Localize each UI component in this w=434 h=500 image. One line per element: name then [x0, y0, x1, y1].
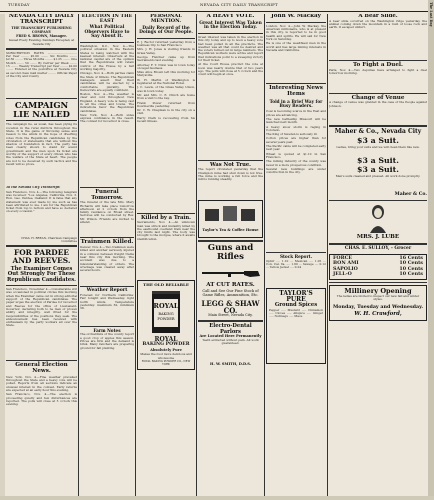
- funeral-body: The funeral of the late Mrs. Mary Richards will take place tomorrow afternoon at 2 o'clock from the family residence on Broad street. Services will be conducted by Rev. Mr. Wilson. Friends are invited to attend.: [80, 201, 134, 225]
- interesting-news-body: Coal is becoming scarce in the East and prices are advancing. The new battleship Missouri will be launched next month. A heavy snow storm is raging in Colorado. The King of Sweden is seriously ill. Cotton prices are higher than for several years past. The Pacific cable will be completed early next year. Wheat is quoted at $1.10 in San Francisco. The mining industry of the county was never in a more prosperous condition. Several new buildings are under construction in the city.: [266, 110, 326, 175]
- ad-guns-rifles: Guns and Rifles: [207, 243, 254, 263]
- millinery-body: The ladies are invited to inspect our new fall and winter styles.: [336, 294, 420, 302]
- millinery-title: Millinery Opening: [344, 286, 412, 295]
- trainmen-body: Denver, Nov. 4.—Two trainmen were killed and another seriously injured in a collision between freight trains near this city this morning. The accident was due to a misunderstanding of orders. The wreckage was cleared away after several hours.: [80, 246, 134, 273]
- divider: [198, 160, 263, 161]
- taylor-spices: Ground Spices: [274, 302, 318, 309]
- grocery-item-name: FORCE: [333, 254, 353, 261]
- grocery-item-price: 10 Cents: [399, 271, 423, 278]
- masthead: NEVADA CITY DAILY TRANSCRIPT: [8, 14, 75, 25]
- headline-not-true: Was Not True.: [210, 161, 251, 168]
- divider: [198, 320, 263, 322]
- millinery-days: Monday, Tuesday and Wednesday.: [332, 303, 424, 310]
- subhead-brief-way: Told in a Brief Way for Busy Readers.: [269, 98, 323, 108]
- duel-body: Paris, Nov. 4.—Two deputies have arranged to fight a duel tomorrow morning.: [329, 68, 427, 75]
- divider: [6, 285, 77, 286]
- taylor-spices-ad: [266, 288, 326, 364]
- headline-farm-notes: Farm Notes: [93, 327, 121, 333]
- ad-legg-shaw: LEGG & SHAW CO.: [201, 298, 260, 316]
- ad-dental-title: Electro-Dental Parlors: [209, 323, 252, 335]
- subscription-rates-text: SUBSCRIPTION RATES ................................ Per Year ........ $5.00 ........ Six Months ........ $2.50 ........ Three Months ........ $1.25 ........ One Month ........ 50 ........ By Carrier per Week ........ 15 ........ Weekly Transcript per Year ........ $2.00 ........ Entered at the postoffice at Nevada City as second class mail matter ........ Official Paper of the City and County: [6, 51, 77, 78]
- headline-heavy-vote: A HEAVY VOTE.: [206, 14, 255, 19]
- ad-baking-powder: BAKING POWDER: [142, 342, 190, 348]
- masthead-publisher: THE TRANSCRIPT PUBLISHING COMPANY: [11, 25, 72, 34]
- heavy-vote-body: Great interest was taken in the election in this city today and up to noon a heavy vote had been polled in all the precincts. The weather was all that could be desired and the voters turned out in large numbers. The Republican workers were active and report that indications point to a sweeping victory for their ticket. At the Court House precinct the vote at noon was nearly double that of two years ago. The polls will close at 5 o'clock and the count will begin at once.: [198, 35, 263, 77]
- ad-cut-rates: AT CUT RATES.: [206, 282, 255, 289]
- headline-change-venue: Change of Venue: [351, 94, 405, 101]
- maher-body: Ladies, bring your suits and we will clean them like new.: [336, 145, 420, 149]
- headline-election-east: ELECTION IN THE EAST: [81, 14, 133, 25]
- pardee-body: San Francisco, November 4.—Considerable stir was occasioned in political circles this morning when the Examiner came out in strong editorial support of the Republican candidates. The paper urges the election of Pardee for Governor and Reeves for the office of Lieutenant-Governor, declaring both to be men of proven ability and integrity, well fitted for the responsibilities of the positions they seek. The announcement has been received with enthusiasm by the party workers all over the State.: [6, 288, 77, 328]
- price-3: $3 a Suit.: [357, 165, 399, 175]
- divider: [6, 245, 77, 247]
- taylor-ad-box: [198, 200, 263, 238]
- divider: [266, 252, 326, 253]
- headline-pardee-reeves: FOR PARDEE AND REEVES.: [12, 248, 71, 265]
- divider: [329, 60, 427, 61]
- ad-makes: Makes the food more delicious and wholesome: [140, 353, 192, 360]
- column-rule: [78, 14, 79, 496]
- headline-killed-train: Killed by a Train.: [141, 214, 191, 221]
- mackay-body: London, Nov. 4.—John W. Mackay, the American millionaire, who is at present in this city, is reported to be in good health and spirits. He will sail for New York on Saturday. He is one of the wealthiest men in the world and has large mining interests in Nevada and California.: [266, 24, 326, 52]
- election-east-body: Washington, D.C., Nov. 4.—The political situation in the Eastern States is being watched with the keenest interest. Observers at the national capital are of the opinion that the Republicans will retain control of the House by a fair working majority. Chicago, Nov. 4.—Both parties claim the State of Illinois. The Republican managers assert that their candidates will be elected by a comfortable plurality. The Democrats are equally confident. Boston, Nov. 4.—The weather is clear and cold throughout New England. A heavy vote is being cast in all the cities and towns. The indications favor the Republican candidates. New York, Nov. 4.—Both sides express confidence in the result. The contest for Governor is close.: [80, 44, 134, 124]
- divider: [6, 98, 77, 99]
- divider: [329, 243, 427, 245]
- grocery-item-price: 16 Cents: [399, 254, 423, 261]
- ad-legg-address: Main Street, Nevada City.: [208, 313, 253, 318]
- svg-text:BAKING: BAKING: [158, 312, 174, 317]
- divider: [80, 286, 134, 287]
- headline-personal-mention: PERSONAL MENTION.: [150, 14, 182, 25]
- taylor-pure: TAYLOR'S PURE: [279, 289, 313, 304]
- headline-mackay: John W. Mackay: [271, 14, 321, 19]
- stock-report-title: Stock Report.: [279, 254, 313, 260]
- grocery-item-price: 10 Cents: [399, 265, 423, 272]
- millinery-name: W. H. Crawford,: [354, 310, 402, 317]
- column-3: [137, 14, 195, 496]
- divider: [6, 48, 77, 50]
- weather-body: Forecast for Northern California: Fair tonight and Wednesday; light north winds. Temperature yesterday: maximum 62, minimum 38.: [80, 293, 134, 311]
- headline-interesting-news: Interesting News Items: [269, 84, 323, 97]
- price-1: $3 a Suit.: [357, 135, 399, 145]
- royal-baking-powder-ad: [137, 280, 195, 369]
- grocery-item-name: SAPOLIO: [333, 265, 358, 272]
- subhead-examiner: The Examiner Comes Out Strongly For These Republican Candidates.: [7, 265, 76, 283]
- headline-trainmen: Trainmen Killed.: [80, 239, 134, 246]
- grocery-item-price: 10 Cents: [399, 260, 423, 267]
- column-1: [6, 14, 77, 496]
- headline-weather: Weather Report: [86, 288, 128, 294]
- farm-notes-body: The orchardists of the county report a good crop of apples this season. Prices are firm and the demand is brisk. Many ranchers are preparing ground for fall planting.: [80, 333, 134, 350]
- divider: [329, 282, 427, 283]
- maher-body-2: Men's suits cleaned and pressed. All work done promptly.: [335, 175, 421, 179]
- header-rule: [0, 11, 434, 12]
- maher-label: Maher & Co.: [394, 192, 427, 198]
- ad-company: ROYAL BAKING POWDER CO., NEW YORK: [141, 359, 191, 367]
- column-rule: [135, 14, 136, 496]
- masthead-manager: FRED S. BROWN, Manager.: [16, 33, 67, 38]
- running-head: NEVADA CITY DAILY TRANSCRIPT: [200, 2, 278, 7]
- svg-text:ROYAL: ROYAL: [153, 302, 179, 311]
- column-rule: [264, 14, 265, 496]
- headline-election-news: General Election News.: [15, 362, 68, 374]
- divider: [137, 213, 195, 214]
- divider: [329, 125, 427, 127]
- ad-old-reliable: THE OLD RELIABLE: [143, 282, 189, 288]
- page-date: TUESDAY: [8, 2, 30, 7]
- divider: [80, 326, 134, 327]
- baking-powder-can-icon: [146, 289, 186, 335]
- signature: CHAS. H. BREAN, Chairman Campaign Committee: [21, 236, 77, 243]
- ad-dental-body: Teeth extracted without pain. All work guaranteed.: [202, 338, 259, 346]
- ad-royal: ROYAL: [154, 336, 178, 344]
- ad-guns-body: Call and See Our Fine Stock of Game Rifles, Ammunition, Etc.: [202, 289, 259, 298]
- column-6: [329, 14, 427, 496]
- column-4: [198, 14, 263, 496]
- divider: [266, 83, 326, 84]
- divider: [198, 240, 263, 242]
- grocery-item: [333, 272, 423, 278]
- column-5: [266, 14, 326, 496]
- divider: [266, 22, 326, 23]
- letter-body: San Francisco, Nov. 4.—The following telegram was received: "Los Angeles, California, Nov. 3. Hon. Geo. Pardee, Oakland: It is false that any statement was ever made by me such as has been attributed to me. I am for the Republican ticket from top to bottom and have so declared on every occasion.": [6, 190, 77, 214]
- not-true-body: The report circulated yesterday that the Champion mine had shut down is not true. The mine is working a full force and the mill is running steadily.: [198, 168, 263, 182]
- divider: [80, 187, 134, 188]
- divider: [6, 120, 77, 121]
- svg-text:POWDER: POWDER: [157, 317, 175, 322]
- divider: [329, 93, 427, 94]
- hat-name: MRS. J. LUBE: [356, 234, 400, 241]
- headline-bear-slide: A Bear Slide.: [358, 14, 398, 19]
- grocery-item-name: BON AMI: [333, 260, 359, 267]
- divider: [329, 200, 427, 201]
- venue-body: A change of venue was granted in the case of the People against Johnson.: [329, 101, 427, 108]
- grocery-item-name: JELL-O: [333, 271, 352, 278]
- millinery-ad: [329, 285, 427, 321]
- subhead-daily-record: Daily Record of the Doings of Our People.: [139, 25, 193, 36]
- masthead-issued: Issued Every Evening, Sundays Excepted, at Nevada City: [8, 37, 75, 46]
- grocery-price-list: [329, 254, 427, 280]
- campaign-lie-body: The campaign lie, as usual, has been plying its vocation in the rural districts throughout the State. It is the game of throwing sense and reason to the winds in the hope of diverting votes from the Republican candidates by the circulation of statements that are without the shadow of foundation in fact. The party has been clearly shown to stand for sound government and the men upon its ticket are worthy of the support of every citizen who has the welfare of the State at heart. The people are not to be deceived by such tactics and the result will so prove.: [6, 123, 77, 166]
- divider: [80, 237, 134, 238]
- election-news-body: New York, Nov. 4.—Fine weather prevailed throughout the State and a heavy vote will be polled. Reports from all sections indicate an unusual interest in the contest. Early returns are expected at an early hour this evening. San Francisco, Nov. 4.—The election is proceeding quietly and few disturbances are reported. The polls will close at 5 o'clock this evening.: [6, 375, 77, 407]
- rifle-icon: [198, 267, 263, 279]
- killed-train-body: Sacramento, Nov. 4.—An unknown man was struck and instantly killed by the eastbound overland train near the city limits last night. The body was brought to the morgue, where it awaits identification.: [137, 221, 195, 241]
- divider: [198, 33, 263, 34]
- page-gutter-left: [0, 14, 5, 496]
- taylor-spices-body: Pepper ..... Mustard ..... Cinnamon ..... Cloves ..... Allspice ..... Ginger ..... Nutmegs ..... Mace: [269, 308, 323, 319]
- headline-fight-duel: To Fight a Duel.: [353, 61, 403, 68]
- sullivan-grocer: CHAS. E. SULLOY, - Grocer: [344, 245, 412, 251]
- divider: [6, 360, 77, 361]
- ad-dental-sub: Are Located Here Permanently: [199, 333, 262, 338]
- ad-absolutely-pure: Absolutely Pure: [150, 347, 182, 352]
- taylor-tea-coffee: Taylor's Tea & Coffee House: [202, 228, 259, 233]
- headline-funeral: Funeral Tomorrow.: [91, 188, 123, 201]
- divider: [80, 42, 134, 43]
- page-gutter-bottom: [0, 496, 434, 500]
- personal-mention-body: E. J. Rector returned yesterday from a business trip to San Francisco. Mrs. J. H. Jones is visiting friends in Grass Valley. George Fletcher came up from Sacramento last evening. Attorney F. T. Nilon was in town today on legal business. Miss Alice Brown left this morning for Marysville. W. H. Martin of Washington is registered at the National Hotel. J. C. Lewis, of the Grass Valley Union, was in town today. Mr. and Mrs. C. E. Clinch are home from a visit to the bay. Frank Power returned from Downieville yesterday. Dr. C. W. Chapman is in the city on a visit. Harry Clark is recovering from his recent illness.: [137, 40, 195, 123]
- bear-slide-body: A bear slide occurred on the Washington ridge yesterday, the animal coming down the mountain in a rush of loose rock and earth. It escaped unhurt.: [329, 19, 427, 30]
- subhead-great-interest: Great Interest Was Taken in the Election Today.: [199, 20, 262, 31]
- headline-campaign-lie: CAMPAIGN LIE NAILED: [13, 99, 70, 119]
- adjacent-page-label: The Last Day: [429, 2, 433, 27]
- subhead-observers: What Political Observers Have to Say About It.: [84, 25, 130, 40]
- section-label: To the Nevada City Transcript:: [6, 186, 61, 190]
- maher-title: Maher & Co., Nevada City: [334, 128, 422, 136]
- lady-portrait-icon: [366, 203, 390, 233]
- column-rule: [196, 14, 197, 496]
- ad-dental-name: H. W. SMITH, D.D.S.: [210, 361, 251, 366]
- divider: [137, 38, 195, 39]
- coffee-house-icon: [201, 203, 259, 225]
- stock-report-body: Ophir .... 1.10 ... Mexican .... 1.05 ... Con. Cal. Va. .... 1.60 ... Savage .... 0.12 ... Yellow Jacket .... 0.24: [266, 259, 326, 270]
- price-2: $3 a Suit.: [357, 155, 399, 165]
- adjacent-page-edge: [428, 0, 434, 500]
- column-rule: [327, 14, 328, 496]
- column-2: [80, 14, 134, 496]
